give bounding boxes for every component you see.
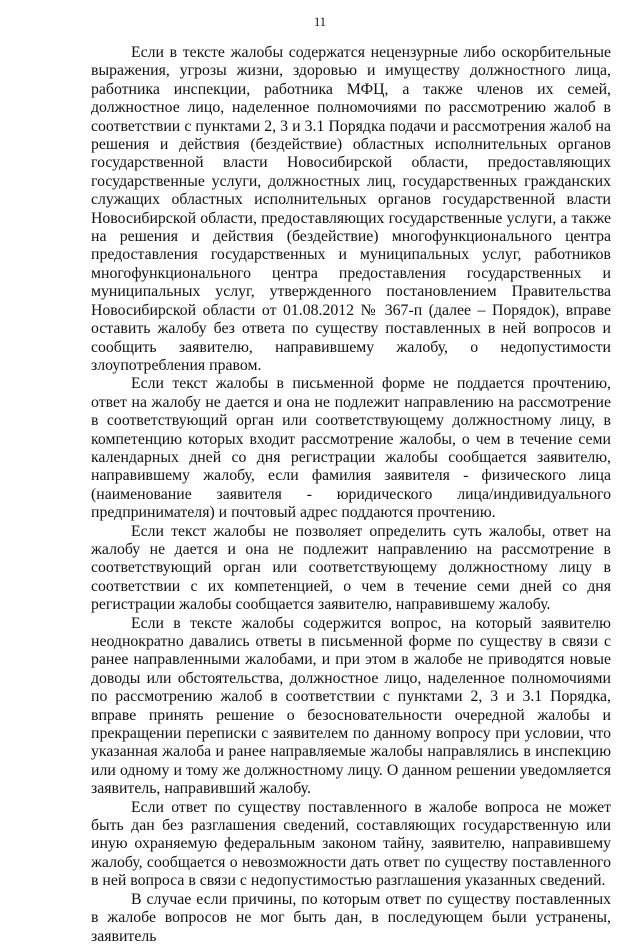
paragraph-repeated-question: Если в тексте жалобы содержится вопрос, на который заявителю неоднократно давались ответы в письменной форме по существу в связи с ранее направленными жалобами, и при этом в жалобе не приводятся новые доводы или обстоятельства, должностное лицо, наделенное полномочиями по рассмотрению жалоб в соответствии с пунктами 2, 3 и 3.1 Порядка, вправе принять решение о безосновательности очередной жалобы и прекращении переписки с заявителем по данному вопросу при условии, что указанная жалоба и ранее направляемые жалобы направлялись в инспекцию или одному и тому же должностному лицу. О данном решении уведомляется заявитель, направивший жалобу. <box>91 614 611 798</box>
page-number: 11 <box>313 15 327 29</box>
paragraph-state-secret: Если ответ по существу поставленного в жалобе вопроса не может быть дан без разглашения сведений, составляющих государственную или иную охраняемую федеральным законом тайну, заявителю, направившему жалобу, сообщается о невозможности дать ответ по существу поставленного в ней вопроса в связи с недопустимостью разглашения указанных сведений. <box>91 798 611 890</box>
document-body <box>91 44 611 946</box>
paragraph-abusive-language: Если в тексте жалобы содержатся нецензурные либо оскорбительные выражения, угрозы жизни, здоровью и имуществу должностного лица, работника инспекции, работника МФЦ, а также членов их семей, должностное лицо, наделенное полномочиями по рассмотрению жалоб в соответствии с пунктами 2, 3 и 3.1 Порядка подачи и рассмотрения жалоб на решения и действия (бездействие) областных исполнительных органов государственной власти Новосибирской области, предоставляющих государственные услуги, должностных лиц, государственных гражданских служащих областных исполнительных органов государственной власти Новосибирской области, предоставляющих государственные услуги, а также на решения и действия (бездействие) многофункционального центра предоставления государственных и муниципальных услуг, работников многофункционального центра предоставления государственных и муниципальных услуг, утвержденного постановлением Правительства Новосибирской области от 01.08.2012 № 367-п (далее – Порядок), вправе оставить жалобу без ответа по существу поставленных в ней вопросов и сообщить заявителю, направившему жалобу, о недопустимости злоупотребления правом. <box>91 44 611 374</box>
paragraph-reasons-eliminated: В случае если причины, по которым ответ по существу поставленных в жалобе вопросов не мог быть дан, в последующем были устранены, заявитель <box>91 890 611 945</box>
paragraph-unreadable-text: Если текст жалобы в письменной форме не поддается прочтению, ответ на жалобу не дается и она не подлежит направлению на рассмотрение в соответствующий орган или соответствующему должностному лицу, в компетенцию которых входит рассмотрение жалобы, о чем в течение семи календарных дней со дня регистрации жалобы сообщается заявителю, направившему жалобу, если фамилия заявителя - физического лица (наименование заявителя - юридического лица/индивидуального предпринимателя) и почтовый адрес поддаются прочтению. <box>91 375 611 522</box>
paragraph-undefined-essence: Если текст жалобы не позволяет определить суть жалобы, ответ на жалобу не дается и она не подлежит направлению на рассмотрение в соответствующий орган или соответствующему должностному лицу в соответствии с их компетенцией, о чем в течение семи дней со дня регистрации жалобы сообщается заявителю, направившему жалобу. <box>91 522 611 614</box>
